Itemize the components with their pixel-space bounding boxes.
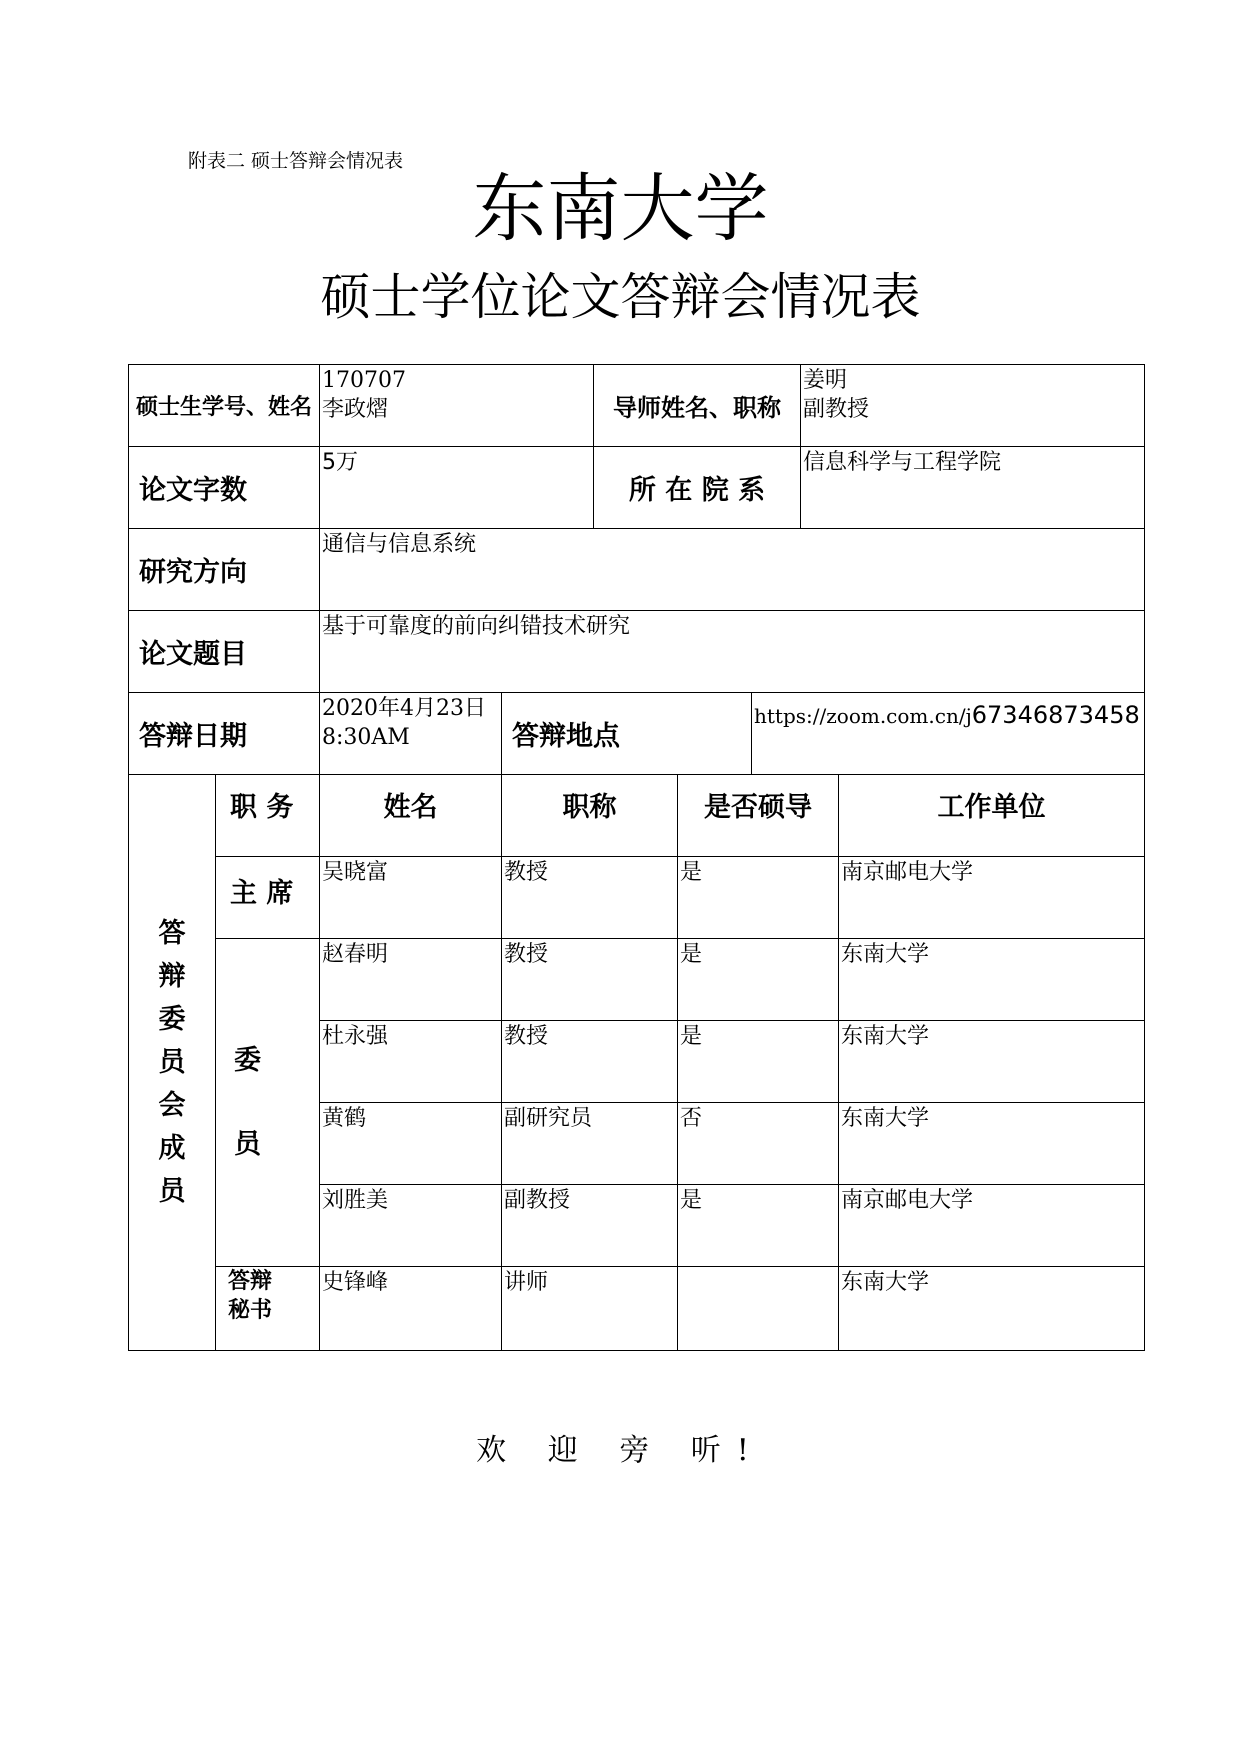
advisor-name: 姜明 — [803, 368, 848, 393]
member-unit: 东南大学 — [839, 939, 1144, 1021]
member-title: 副研究员 — [502, 1103, 678, 1185]
welcome-footer: 欢 迎 旁 听! — [476, 1433, 765, 1468]
member-title: 教授 — [502, 939, 678, 1021]
member-title: 副教授 — [502, 1185, 678, 1267]
member-is-advisor: 是 — [678, 1021, 839, 1103]
header-role: 职 务 — [216, 775, 320, 857]
defense-date-cell — [320, 693, 502, 775]
header-unit: 工作单位 — [839, 775, 1144, 857]
member-title: 教授 — [502, 1021, 678, 1103]
member-unit: 南京邮电大学 — [839, 1185, 1144, 1267]
committee-side-label — [129, 775, 216, 1350]
secretary-title: 讲师 — [502, 1267, 678, 1350]
member-unit: 东南大学 — [839, 1021, 1144, 1103]
defense-date: 2020年4月23日 — [322, 696, 486, 721]
secretary-label-line: 答辩 — [228, 1269, 273, 1294]
defense-date-label: 答辩日期 — [129, 693, 320, 775]
research-direction-value: 通信与信息系统 — [320, 529, 1144, 611]
student-id-name-label: 硕士生学号、姓名 — [129, 365, 320, 447]
header-title: 职称 — [502, 775, 678, 857]
word-count-value: 5万 — [320, 447, 594, 529]
student-id-name-cell — [320, 365, 594, 447]
chair-is-advisor: 是 — [678, 857, 839, 939]
chair-label: 主 席 — [216, 857, 320, 939]
department-value: 信息科学与工程学院 — [801, 447, 1144, 529]
member-is-advisor: 否 — [678, 1103, 839, 1185]
defense-location-cell — [752, 693, 1144, 775]
document-caption: 附表二 硕士答辩会情况表 — [188, 150, 404, 172]
defense-info-table — [128, 364, 1145, 1351]
secretary-name: 史锋峰 — [320, 1267, 502, 1350]
members-label-char: 委 — [234, 1044, 261, 1076]
student-id: 170707 — [322, 368, 406, 393]
form-title: 硕士学位论文答辩会情况表 — [320, 268, 921, 326]
members-label — [216, 939, 320, 1267]
member-is-advisor: 是 — [678, 939, 839, 1021]
word-count-label: 论文字数 — [129, 447, 320, 529]
secretary-label — [216, 1267, 320, 1350]
defense-location-id: 67346873458 — [971, 701, 1140, 729]
committee-side-char: 员 — [158, 1176, 186, 1207]
student-name: 李政熠 — [322, 397, 389, 422]
department-label: 所 在 院 系 — [594, 447, 801, 529]
university-title: 东南大学 — [472, 166, 769, 252]
member-name: 黄鹤 — [320, 1103, 502, 1185]
header-is-advisor: 是否硕导 — [678, 775, 839, 857]
chair-name: 吴晓富 — [320, 857, 502, 939]
header-name: 姓名 — [320, 775, 502, 857]
secretary-unit: 东南大学 — [841, 1270, 930, 1295]
chair-title: 教授 — [502, 857, 678, 939]
secretary-is-advisor — [678, 1267, 839, 1350]
committee-side-char: 辩 — [158, 961, 186, 992]
advisor-cell — [801, 365, 1144, 447]
advisor-title: 副教授 — [803, 397, 870, 422]
committee-side-char: 成 — [158, 1133, 186, 1164]
chair-unit: 南京邮电大学 — [839, 857, 1144, 939]
committee-side-char: 会 — [158, 1090, 186, 1121]
secretary-label-line: 秘书 — [228, 1298, 273, 1323]
research-direction-label: 研究方向 — [129, 529, 320, 611]
defense-time: 8:30AM — [322, 725, 410, 750]
members-label-char: 员 — [234, 1128, 261, 1160]
member-name: 刘胜美 — [320, 1185, 502, 1267]
committee-side-char: 员 — [158, 1047, 186, 1078]
member-name: 赵春明 — [320, 939, 502, 1021]
defense-location-url: https://zoom.com.cn/j — [754, 704, 972, 728]
advisor-label: 导师姓名、职称 — [594, 365, 801, 447]
committee-side-char: 答 — [158, 918, 186, 949]
thesis-topic-value: 基于可靠度的前向纠错技术研究 — [320, 611, 1144, 693]
member-is-advisor: 是 — [678, 1185, 839, 1267]
thesis-topic-label: 论文题目 — [129, 611, 320, 693]
member-unit: 东南大学 — [839, 1103, 1144, 1185]
committee-side-char: 委 — [158, 1004, 186, 1035]
defense-location-label: 答辩地点 — [502, 693, 752, 775]
member-name: 杜永强 — [320, 1021, 502, 1103]
